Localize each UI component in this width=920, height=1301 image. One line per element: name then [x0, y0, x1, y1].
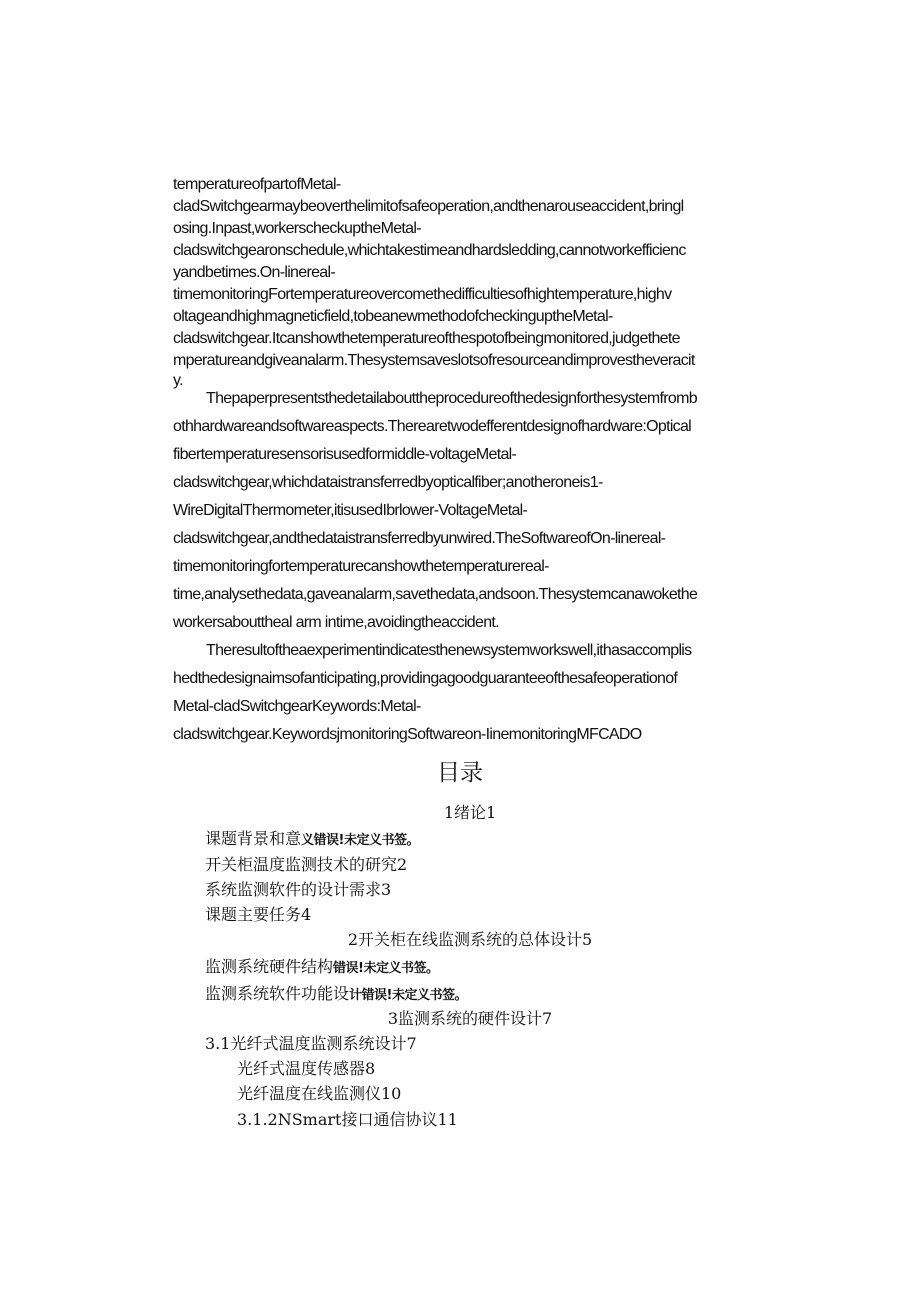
toc-entry[interactable]	[237, 1109, 458, 1131]
abstract-line: y.	[173, 372, 183, 389]
abstract-line: hedthedesignaimsofanticipating,providingagoodguaranteeofthesafeoperationof	[173, 670, 678, 687]
abstract-line: cladswitchgear.KeywordsjmonitoringSoftwareon-IinemonitoringMFCADO	[173, 726, 642, 743]
toc-entry[interactable]	[205, 956, 438, 980]
abstract-line: cladswitchgear,andthedataistransferredbyunwired.TheSoftwareofOn-linereal-	[173, 530, 666, 547]
abstract-line: oltageandhighmagneticfield,tobeanewmethodofcheckinguptheMetal-	[173, 308, 613, 325]
toc-entry[interactable]	[205, 828, 419, 852]
abstract-line: timemonitoringFortemperatureovercomethedifficultiesofhightemperature,highv	[173, 286, 672, 303]
toc-entry-text: 2开关柜在线监测系统的总体设计5	[347, 930, 593, 949]
toc-entry[interactable]	[237, 1058, 375, 1080]
abstract-line: cladswitchgear.Itcanshowthetemperatureofthespotofbeingmonitored,judgethete	[173, 330, 680, 347]
toc-entry-text: 光纤温度在线监测仪10	[237, 1084, 402, 1103]
abstract-line: Metal-cladSwitchgearKeywords:Metal-	[173, 698, 421, 715]
toc-entry[interactable]	[205, 983, 467, 1007]
abstract-line: fibertemperaturesensorisusedformiddle-voltageMetal-	[173, 446, 517, 463]
abstract-line: time,analysethedata,gaveanalarm,savethedata,andsoon.Thesystemcanawokethe	[173, 586, 698, 603]
toc-entry[interactable]	[205, 879, 391, 901]
abstract-line: temperatureofpartofMetal-	[173, 176, 341, 193]
toc-entry-text: 监测系统软件功能设	[205, 984, 350, 1003]
toc-entry-text: 课题背景和意	[205, 829, 302, 848]
toc-entry-text: 光纤式温度传感器8	[237, 1059, 376, 1078]
abstract-line: mperatureandgiveanalarm.Thesystemsaveslotsofresourceandimprovestheveracit	[173, 352, 695, 369]
toc-entry[interactable]	[237, 1083, 401, 1105]
toc-entry[interactable]	[0, 1008, 920, 1030]
abstract-line: cladswitchgearonschedule,whichtakestimeandhardsledding,cannotworkefficienc	[173, 242, 686, 259]
toc-entry-text: 系统监测软件的设计需求3	[205, 880, 392, 899]
toc-entry[interactable]	[205, 854, 407, 876]
toc-entry-text: 3监测系统的硬件设计7	[387, 1009, 553, 1028]
toc-entry[interactable]	[0, 929, 920, 951]
toc-entry-text: 监测系统硬件结构	[205, 957, 334, 976]
toc-entry-text: 开关柜温度监测技术的研究2	[205, 855, 408, 874]
toc-entry-text: 课题主要任务4	[205, 905, 312, 924]
toc-entry-text: 1绪论1	[443, 803, 497, 822]
toc-error-note: 义错误!未定义书签。	[301, 833, 419, 848]
abstract-line: osing.Inpast,workerscheckuptheMetal-	[173, 220, 421, 237]
toc-entry[interactable]	[205, 1033, 417, 1055]
abstract-line: Thepaperpresentsthedetailabouttheprocedureofthedesignforthesystemfromb	[206, 390, 697, 407]
abstract-line: cladswitchgear,whichdataistransferredbyopticalfiber;anotheroneis1-	[173, 474, 603, 491]
toc-error-note: 计错误!未定义书签。	[349, 988, 467, 1003]
toc-entry[interactable]	[0, 802, 920, 824]
abstract-line: WireDigitalThermometer,itisusedIbrlower-VoltageMetal-	[173, 502, 528, 519]
toc-entry[interactable]	[205, 904, 311, 926]
toc-entry-text: 3.1光纤式温度监测系统设计7	[205, 1034, 417, 1053]
toc-entry-text: 3.1.2NSmart接口通信协议11	[237, 1110, 458, 1129]
abstract-line: Theresultoftheaexperimentindicatesthenewsystemworkswell,ithasaccomplis	[206, 642, 692, 659]
abstract-line: cladSwitchgearmaybeoverthelimitofsafeoperation,andthenarouseaccident,bringl	[173, 198, 684, 215]
abstract-line: timemonitoringfortemperaturecanshowthetemperaturereal-	[173, 558, 549, 575]
toc-title: 目录	[437, 760, 483, 786]
abstract-line: workersabouttheal arm intime,avoidingtheaccident.	[173, 614, 499, 631]
abstract-line: othhardwareandsoftwareaspects.Therearetwodefferentdesignofhardware:Optical	[173, 418, 692, 435]
abstract-line: yandbetimes.On-linereal-	[173, 264, 335, 281]
toc-error-note: 错误!未定义书签。	[333, 961, 439, 976]
